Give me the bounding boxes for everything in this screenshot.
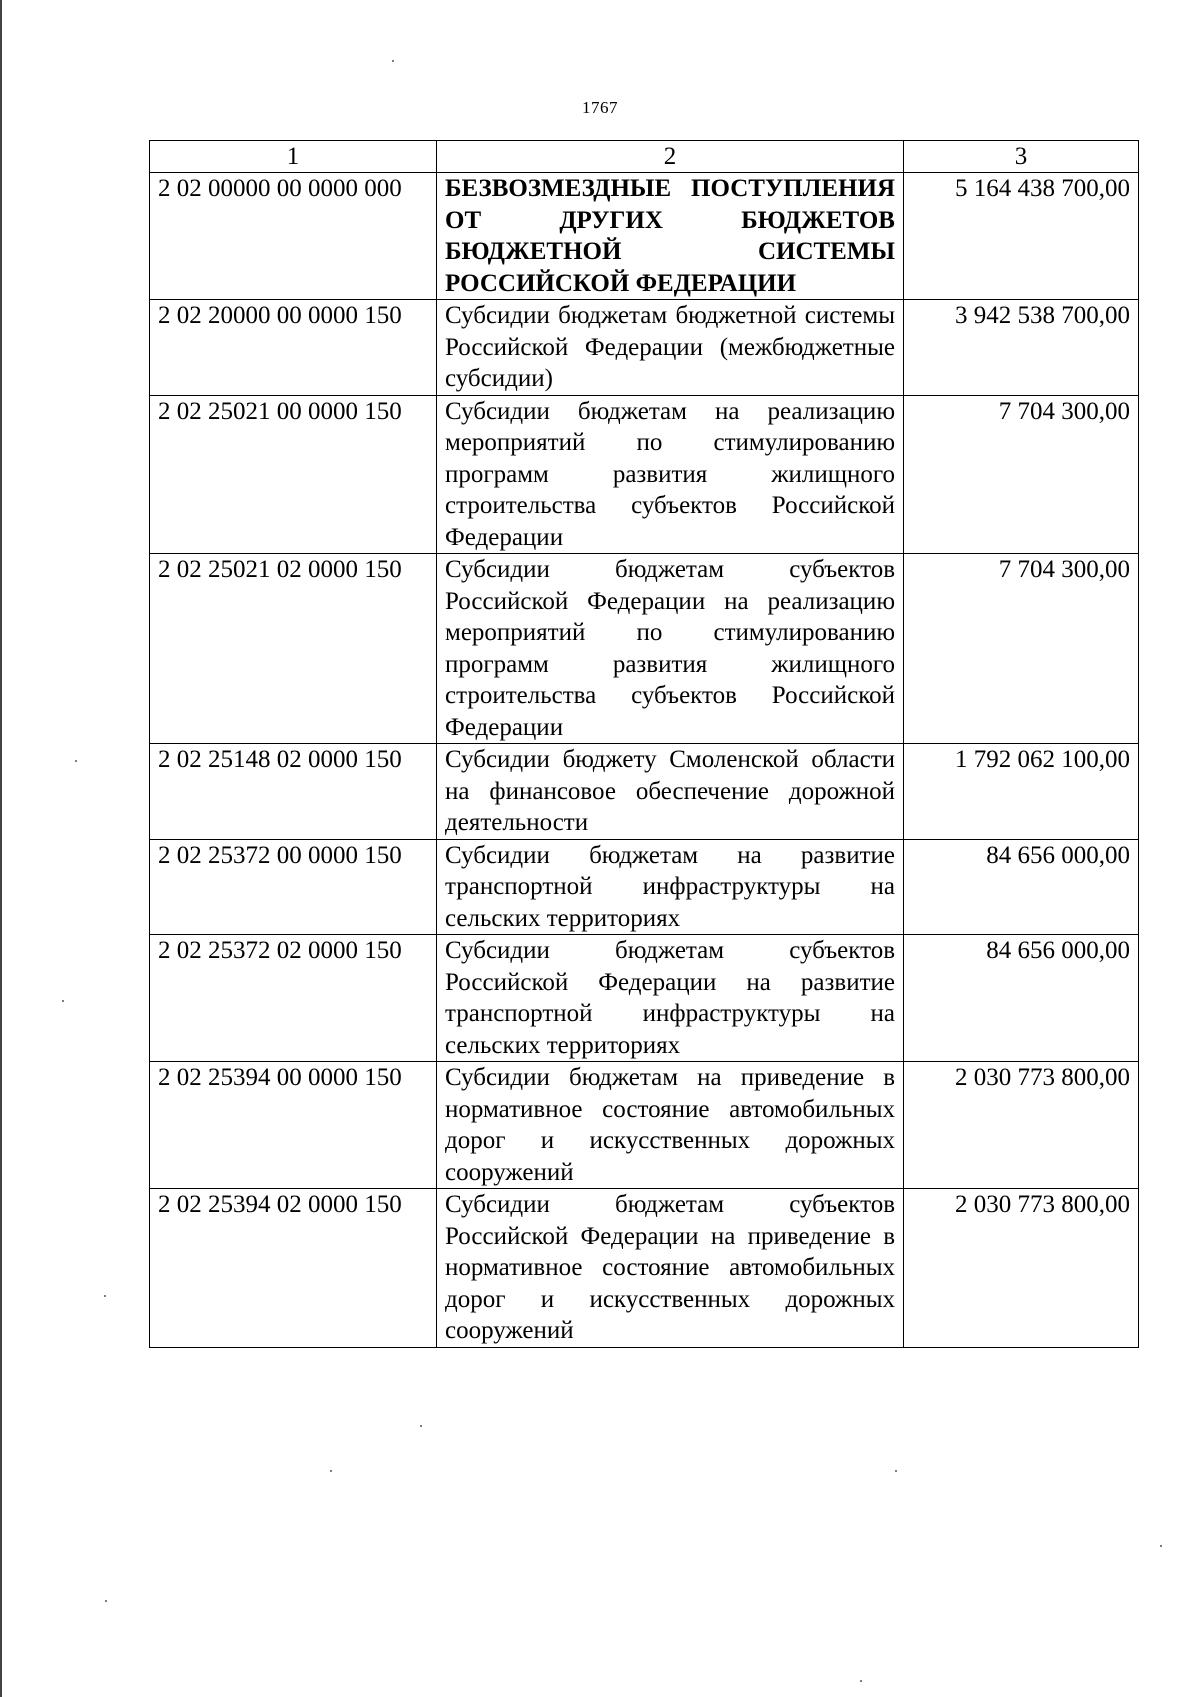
- row-amount: 7 704 300,00: [904, 554, 1139, 744]
- scan-speck: [104, 1295, 106, 1297]
- row-amount: 84 656 000,00: [904, 935, 1139, 1062]
- table-row: [150, 554, 1139, 744]
- scan-speck: [75, 760, 77, 762]
- row-amount: 1 792 062 100,00: [904, 744, 1139, 840]
- row-amount: 2 030 773 800,00: [904, 1189, 1139, 1348]
- table-row: [150, 395, 1139, 554]
- row-code: 2 02 25148 02 0000 150: [150, 744, 437, 840]
- scan-speck: [895, 1470, 897, 1472]
- table-row: [150, 839, 1139, 935]
- row-name: Субсидии бюджетам субъектов Российской Федерации на реализацию мероприятий по стимулированию программ развития жилищного строительства субъектов Российской Федерации: [437, 554, 904, 744]
- row-code: 2 02 25394 00 0000 150: [150, 1062, 437, 1189]
- column-header-code: 1: [150, 141, 437, 173]
- scan-speck: [62, 1000, 64, 1002]
- row-code: 2 02 25394 02 0000 150: [150, 1189, 437, 1348]
- row-code: 2 02 20000 00 0000 150: [150, 300, 437, 396]
- row-code: 2 02 25021 02 0000 150: [150, 554, 437, 744]
- scan-edge: [0, 0, 2, 1697]
- row-name: Субсидии бюджету Смоленской области на финансовое обеспечение дорожной деятельности: [437, 744, 904, 840]
- row-name: Субсидии бюджетам на реализацию мероприятий по стимулированию программ развития жилищного строительства субъектов Российской Федерации: [437, 395, 904, 554]
- page-number: 1767: [582, 98, 618, 117]
- row-code: 2 02 25372 00 0000 150: [150, 839, 437, 935]
- scan-speck: [392, 60, 394, 62]
- column-header-amount: 3: [904, 141, 1139, 173]
- table-row: [150, 300, 1139, 396]
- row-amount: 5 164 438 700,00: [904, 173, 1139, 300]
- scan-speck: [420, 1425, 422, 1427]
- table-header-row: [150, 141, 1139, 173]
- row-amount: 2 030 773 800,00: [904, 1062, 1139, 1189]
- row-amount: 3 942 538 700,00: [904, 300, 1139, 396]
- scan-speck: [330, 1470, 332, 1472]
- row-code: 2 02 00000 00 0000 000: [150, 173, 437, 300]
- scan-speck: [1160, 1545, 1162, 1547]
- row-name: Субсидии бюджетам субъектов Российской Федерации на приведение в нормативное состояние автомобильных дорог и искусственных дорожных сооружений: [437, 1189, 904, 1348]
- row-name: Субсидии бюджетам субъектов Российской Федерации на развитие транспортной инфраструктуры на сельских территориях: [437, 935, 904, 1062]
- scan-speck: [105, 1600, 107, 1602]
- table-row: [150, 173, 1139, 300]
- table-row: [150, 1189, 1139, 1348]
- table-row: [150, 1062, 1139, 1189]
- table-row: [150, 935, 1139, 1062]
- row-amount: 84 656 000,00: [904, 839, 1139, 935]
- row-amount: 7 704 300,00: [904, 395, 1139, 554]
- table-row: [150, 744, 1139, 840]
- row-code: 2 02 25021 00 0000 150: [150, 395, 437, 554]
- row-name: БЕЗВОЗМЕЗДНЫЕ ПОСТУПЛЕНИЯ ОТ ДРУГИХ БЮДЖЕТОВ БЮДЖЕТНОЙ СИСТЕМЫ РОССИЙСКОЙ ФЕДЕРАЦИИ: [437, 173, 904, 300]
- row-name: Субсидии бюджетам на приведение в нормативное состояние автомобильных дорог и искусственных дорожных сооружений: [437, 1062, 904, 1189]
- column-header-name: 2: [437, 141, 904, 173]
- row-name: Субсидии бюджетам на развитие транспортной инфраструктуры на сельских территориях: [437, 839, 904, 935]
- scan-speck: [860, 1680, 862, 1682]
- row-name: Субсидии бюджетам бюджетной системы Российской Федерации (межбюджетные субсидии): [437, 300, 904, 396]
- row-code: 2 02 25372 02 0000 150: [150, 935, 437, 1062]
- budget-table: [149, 140, 1139, 1348]
